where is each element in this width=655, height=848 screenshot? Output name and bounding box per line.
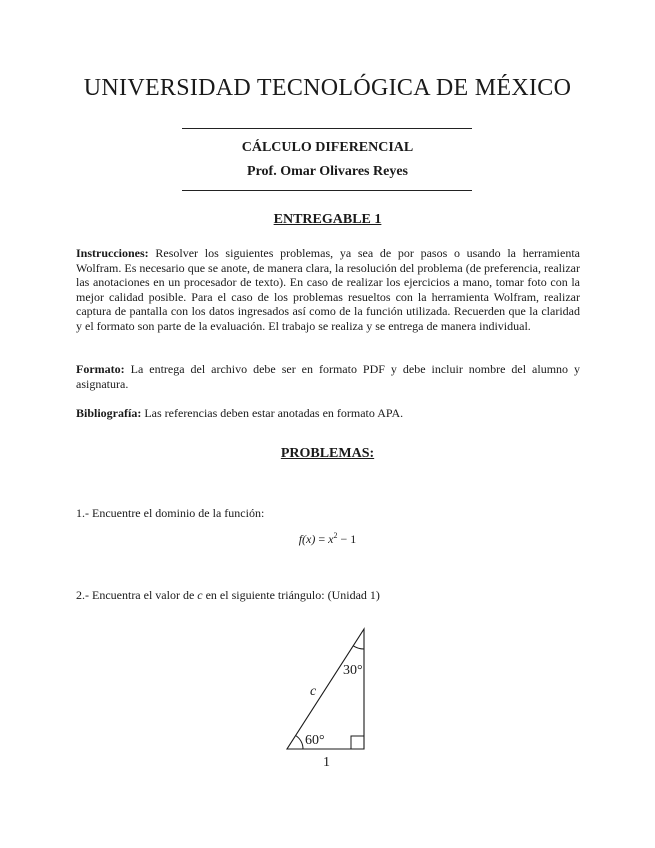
hypotenuse-label: c (310, 684, 317, 699)
instructions-text: Resolver los siguientes problemas, ya sea de por pasos o usando la herramienta Wolfram. Es necesario que se anote, de manera clara, la resolución del problema (de preferencia, realizar las anotaciones en un procesador de texto). En caso de realizar los ejercicios a mano, tomar foto con la mejor calidad posible. Para el caso de los problemas resueltos con la herramienta Wolfram, realizar captura de pantalla con los datos ingresados así como de la función utilizada. Recuerden que la claridad y el formato son parte de la evaluación. El trabajo se realiza y se entrega de manera individual. (76, 246, 581, 333)
professor-name: Prof. Omar Olivares Reyes (247, 164, 408, 179)
format-text: La entrega del archivo debe ser en formato PDF y debe incluir nombre del alumno y asignatura. (76, 362, 580, 391)
course-name: CÁLCULO DIFERENCIAL (241, 140, 414, 155)
problems-heading: PROBLEMAS: (280, 446, 375, 461)
formula-equals: = (315, 532, 329, 546)
triangle-outline (287, 629, 364, 749)
formula-base: x (328, 532, 334, 546)
university-title: UNIVERSIDAD TECNOLÓGICA DE MÉXICO (83, 75, 572, 101)
formula-lhs: f(x) (298, 532, 316, 546)
problem-2-text-after: en el siguiente triángulo: (Unidad 1) (202, 588, 380, 602)
problem-2-variable: c (197, 588, 203, 602)
base-label: 1 (323, 755, 330, 770)
bibliography-text: Las referencias deben estar anotadas en formato APA. (144, 406, 404, 420)
formula-exponent: 2 (333, 531, 338, 540)
formula-rest: − 1 (337, 532, 357, 546)
bottom-angle-label: 60° (305, 733, 325, 748)
format-label: Formato: (76, 362, 125, 376)
top-angle-arc (353, 646, 364, 649)
bottom-angle-arc (296, 736, 303, 750)
top-angle-label: 30° (343, 663, 363, 678)
problem-2-text-before: 2.- Encuentra el valor de (76, 588, 198, 602)
deliverable-title: ENTREGABLE 1 (273, 212, 382, 227)
problem-1-text: 1.- Encuentre el dominio de la función: (76, 506, 265, 520)
bibliography-label: Bibliografía: (76, 406, 142, 420)
right-angle-marker (351, 736, 364, 749)
instructions-label: Instrucciones: (76, 246, 149, 260)
